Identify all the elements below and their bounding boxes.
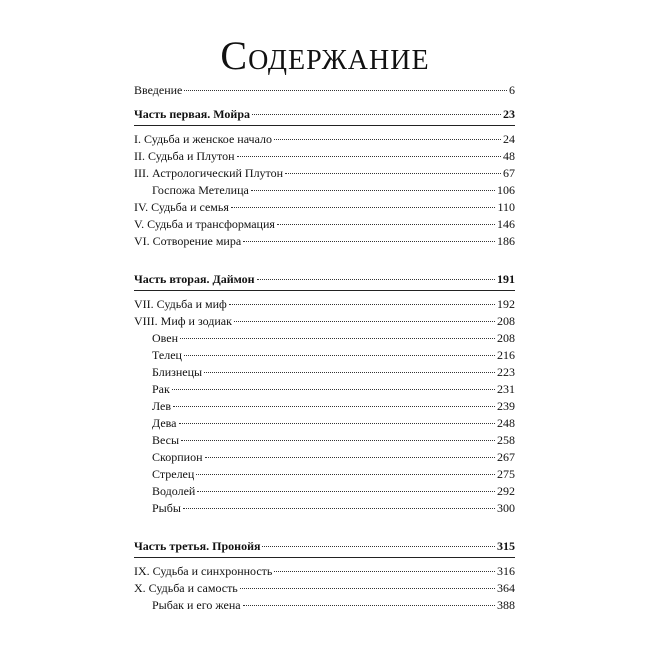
dot-leader: [204, 371, 495, 373]
dot-leader: [234, 320, 495, 322]
dot-leader: [251, 189, 495, 191]
dot-leader: [240, 587, 495, 589]
dot-leader: [277, 223, 495, 225]
dot-leader: [231, 206, 496, 208]
toc-subentry[interactable]: [152, 182, 515, 199]
toc-entry-label: Рыбак и его жена: [152, 598, 241, 612]
toc-entry-page: 208: [497, 314, 515, 328]
toc-entry-page: 106: [497, 183, 515, 197]
toc-part-label: Часть вторая. Даймон: [134, 272, 255, 286]
toc-entry-page: 258: [497, 433, 515, 447]
toc-entry-label: VII. Судьба и миф: [134, 297, 227, 311]
dot-leader: [183, 507, 495, 509]
toc-subentry[interactable]: [152, 364, 515, 381]
toc-entry-page: 316: [497, 564, 515, 578]
toc-entry-label: Лев: [152, 399, 172, 413]
toc-subentry[interactable]: [152, 483, 515, 500]
dot-leader: [205, 456, 496, 458]
toc-entry-label: Скорпион: [152, 450, 203, 464]
dot-leader: [172, 388, 495, 390]
toc-entry-label: Весы: [152, 433, 180, 447]
toc-entry[interactable]: [134, 131, 515, 148]
part-divider-line: [134, 125, 515, 126]
dot-leader: [243, 240, 495, 242]
toc-part-two[interactable]: [134, 271, 515, 288]
dot-leader: [184, 354, 495, 356]
dot-leader: [184, 89, 507, 91]
page-title: Содержание: [220, 33, 430, 78]
dot-leader: [197, 490, 495, 492]
toc-subentry[interactable]: [152, 500, 515, 517]
toc-entry-page: 267: [497, 450, 515, 464]
toc-entry-label: Овен: [152, 331, 179, 345]
toc-subentry[interactable]: [152, 398, 515, 415]
toc-entry-label: IX. Судьба и синхронность: [134, 564, 273, 578]
toc-entry[interactable]: [134, 313, 515, 330]
toc-entry-page: 48: [503, 149, 515, 163]
toc-subentry[interactable]: [152, 466, 515, 483]
dot-leader: [252, 113, 501, 115]
toc-subentry[interactable]: [152, 415, 515, 432]
toc-entry[interactable]: [134, 165, 515, 182]
toc-part-label: Часть первая. Мойра: [134, 107, 251, 121]
toc-part-page: 315: [497, 539, 515, 553]
toc-entry-page: 388: [497, 598, 515, 612]
toc-entry-page: 67: [503, 166, 515, 180]
toc-entry-page: 231: [497, 382, 515, 396]
toc-entry-label: IV. Судьба и семья: [134, 200, 229, 214]
dot-leader: [257, 278, 495, 280]
toc-entry-page: 192: [497, 297, 515, 311]
toc-entry[interactable]: [134, 148, 515, 165]
toc-entry-page: 364: [497, 581, 515, 595]
dot-leader: [196, 473, 495, 475]
toc-entry-page: 110: [497, 200, 515, 214]
part-divider-line: [134, 557, 515, 558]
dot-leader: [285, 172, 501, 174]
toc-entry-label: Стрелец: [152, 467, 195, 481]
toc-entry-label: Телец: [152, 348, 182, 362]
toc-entry-page: 248: [497, 416, 515, 430]
toc-subentry[interactable]: [152, 449, 515, 466]
toc-entry-label: V. Судьба и трансформация: [134, 217, 275, 231]
toc-entry-label: Госпожа Метелица: [152, 183, 249, 197]
toc-entry-page: 275: [497, 467, 515, 481]
toc-entry-label: Рак: [152, 382, 170, 396]
toc-subentry[interactable]: [152, 432, 515, 449]
toc-entry-label: Близнецы: [152, 365, 203, 379]
toc-entry-label: I. Судьба и женское начало: [134, 132, 272, 146]
toc-entry-label: VI. Сотворение мира: [134, 234, 242, 248]
toc-entry-label: X. Судьба и самость: [134, 581, 238, 595]
dot-leader: [173, 405, 495, 407]
toc-entry[interactable]: [134, 563, 515, 580]
toc-part-page: 23: [503, 107, 515, 121]
toc-entry-page: 239: [497, 399, 515, 413]
toc-entry-page: 216: [497, 348, 515, 362]
toc-subentry[interactable]: [152, 597, 515, 614]
dot-leader: [180, 337, 495, 339]
toc-entry[interactable]: [134, 296, 515, 313]
dot-leader: [179, 422, 496, 424]
dot-leader: [229, 303, 495, 305]
part-divider-line: [134, 290, 515, 291]
toc-entry-page: 208: [497, 331, 515, 345]
toc-subentry[interactable]: [152, 347, 515, 364]
toc-entry-label: III. Астрологический Плутон: [134, 166, 284, 180]
toc-part-label: Часть третья. Пронойя: [134, 539, 261, 553]
toc-entry-label: Рыбы: [152, 501, 181, 515]
dot-leader: [243, 604, 495, 606]
toc-entry[interactable]: [134, 216, 515, 233]
dot-leader: [237, 155, 501, 157]
toc-entry[interactable]: [134, 580, 515, 597]
dot-leader: [274, 570, 495, 572]
toc-entry-page: 146: [497, 217, 515, 231]
toc-entry-label: Введение: [134, 83, 183, 97]
toc-entry-label: II. Судьба и Плутон: [134, 149, 235, 163]
toc-part-page: 191: [497, 272, 515, 286]
toc-entry-introduction[interactable]: [134, 82, 515, 99]
toc-entry-page: 292: [497, 484, 515, 498]
dot-leader: [262, 545, 495, 547]
toc-part-one[interactable]: [134, 106, 515, 123]
toc-subentry[interactable]: [152, 330, 515, 347]
toc-entry[interactable]: [134, 199, 515, 216]
toc-entry[interactable]: [134, 233, 515, 250]
toc-entry-page: 186: [497, 234, 515, 248]
toc-entry-label: Водолей: [152, 484, 196, 498]
toc-entry-label: Дева: [152, 416, 177, 430]
toc-subentry[interactable]: [152, 381, 515, 398]
toc-entry-page: 223: [497, 365, 515, 379]
toc-entry-label: VIII. Миф и зодиак: [134, 314, 232, 328]
dot-leader: [274, 138, 501, 140]
toc-entry-page: 24: [503, 132, 515, 146]
toc-part-three[interactable]: [134, 538, 515, 555]
toc-entry-page: 300: [497, 501, 515, 515]
dot-leader: [181, 439, 495, 441]
toc-entry-page: 6: [509, 83, 515, 97]
